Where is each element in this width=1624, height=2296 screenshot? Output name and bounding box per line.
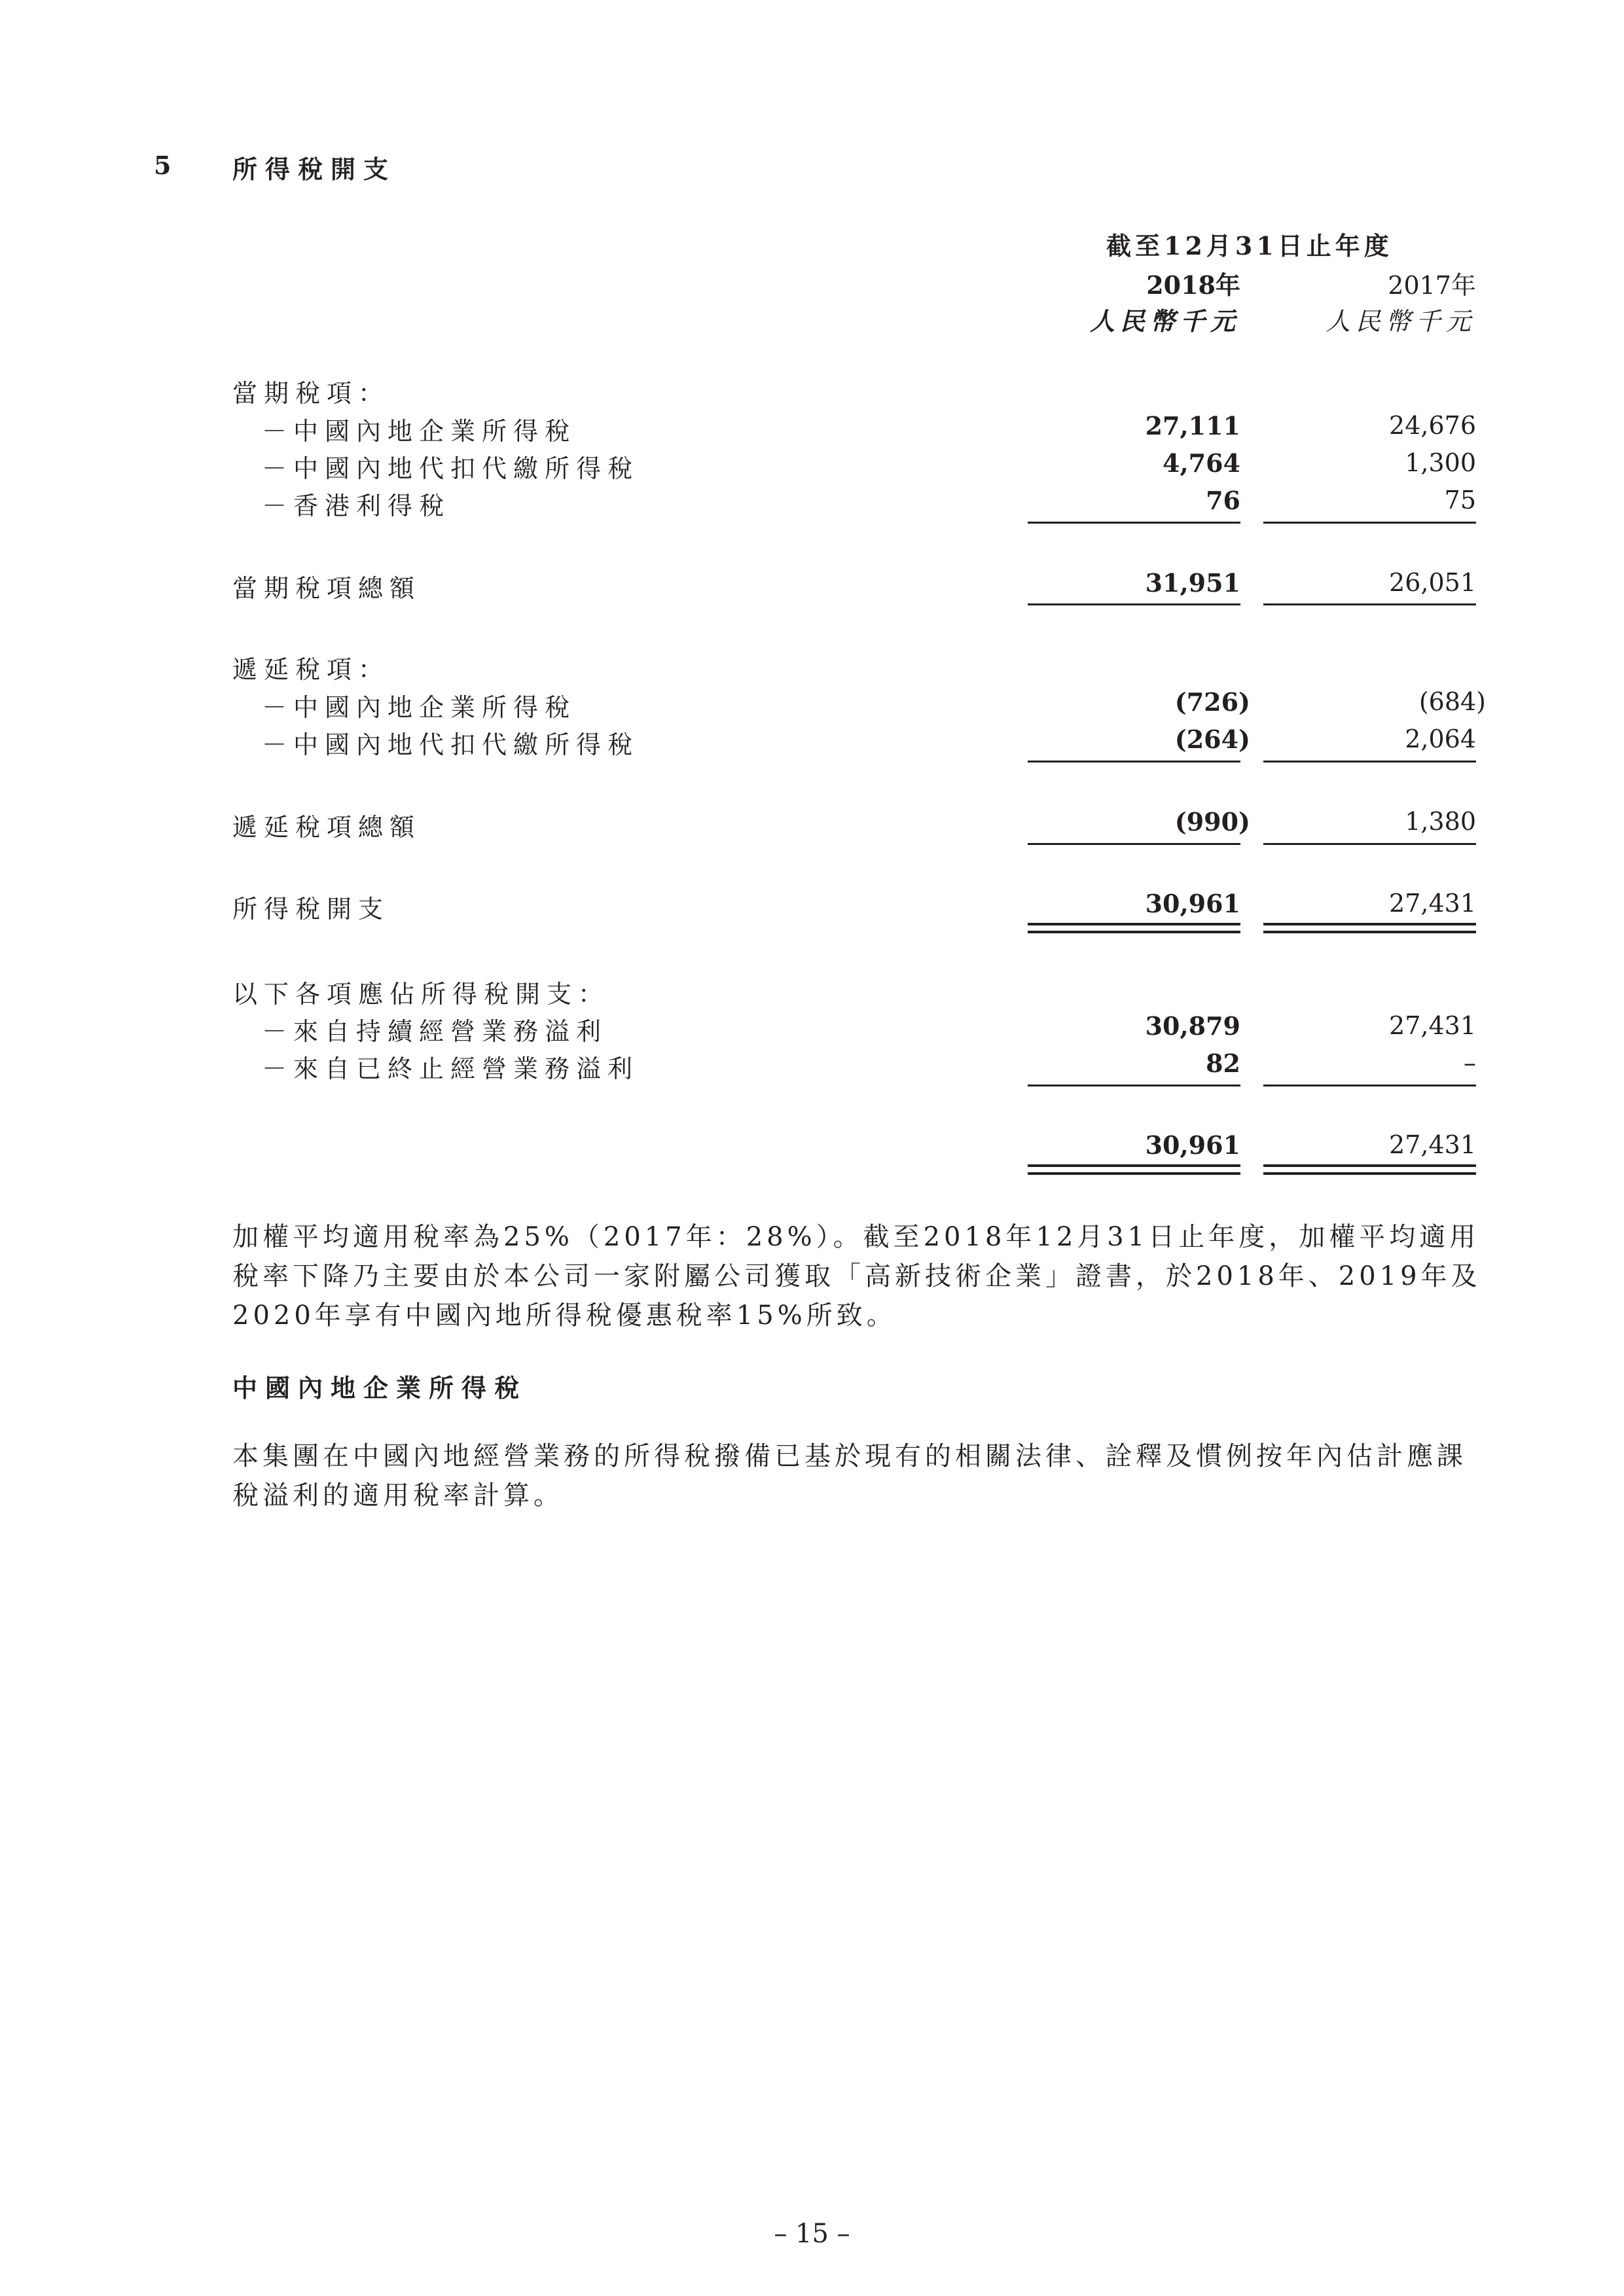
value-2018: 76 bbox=[1206, 486, 1240, 515]
value-2018: 30,879 bbox=[1145, 1011, 1240, 1041]
table-header-year-2017: 2017年 bbox=[1388, 271, 1476, 300]
double-rule bbox=[1028, 923, 1240, 933]
row-label: －中國內地代扣代繳所得稅 bbox=[262, 730, 640, 759]
value-2018: 82 bbox=[1206, 1049, 1240, 1078]
rule bbox=[1263, 603, 1476, 605]
row-label: －來自已終止經營業務溢利 bbox=[262, 1054, 640, 1083]
rule bbox=[1028, 761, 1240, 762]
row-label: －中國內地企業所得稅 bbox=[262, 693, 577, 722]
paragraph-mainland-eit: 本集團在中國內地經營業務的所得稅撥備已基於現有的相關法律、詮釋及慣例按年內估計應課稅溢利的適用稅率計算。 bbox=[232, 1441, 1467, 1511]
table-header-year-2018: 2018年 bbox=[1146, 270, 1240, 300]
row-label: －香港利得稅 bbox=[262, 492, 451, 520]
row-label: 遞延稅項總額 bbox=[232, 813, 422, 842]
value-2018: 30,961 bbox=[1145, 1130, 1240, 1160]
rule bbox=[1028, 603, 1240, 605]
deferred-tax-heading: 遞延稅項： bbox=[232, 655, 390, 684]
row-label: 所得稅開支 bbox=[232, 895, 390, 924]
attributable-heading: 以下各項應佔所得稅開支： bbox=[232, 980, 610, 1009]
value-2018: 4,764 bbox=[1163, 448, 1240, 478]
row-label: －來自持續經營業務溢利 bbox=[262, 1017, 608, 1046]
value-2017: – bbox=[1464, 1049, 1476, 1077]
value-2018: (726) bbox=[1174, 687, 1250, 717]
row-label: 當期稅項總額 bbox=[232, 574, 422, 603]
row-label: －中國內地代扣代繳所得稅 bbox=[262, 454, 640, 483]
rule bbox=[1263, 522, 1476, 524]
value-2017: 26,051 bbox=[1389, 568, 1476, 597]
value-2018: 27,111 bbox=[1145, 411, 1240, 440]
section-number: 5 bbox=[154, 151, 171, 180]
current-tax-heading: 當期稅項： bbox=[232, 379, 390, 408]
table-header-unit-2018: 人民幣千元 bbox=[1089, 306, 1240, 336]
value-2017: 27,431 bbox=[1389, 1011, 1476, 1040]
subheading-mainland-eit: 中國內地企業所得稅 bbox=[232, 1373, 528, 1403]
value-2017: 75 bbox=[1444, 486, 1476, 514]
rule bbox=[1263, 1085, 1476, 1086]
rule bbox=[1028, 843, 1240, 845]
rule bbox=[1263, 761, 1476, 762]
table-header-period: 截至12月31日止年度 bbox=[1106, 231, 1393, 260]
value-2017: (684) bbox=[1418, 687, 1486, 716]
double-rule bbox=[1263, 1164, 1476, 1175]
value-2017: 1,380 bbox=[1405, 807, 1476, 836]
page-number: – 15 – bbox=[774, 2219, 850, 2249]
double-rule bbox=[1263, 923, 1476, 933]
value-2017: 1,300 bbox=[1405, 448, 1476, 477]
value-2017: 24,676 bbox=[1389, 411, 1476, 440]
value-2018: 31,951 bbox=[1145, 568, 1240, 598]
value-2018: 30,961 bbox=[1145, 889, 1240, 918]
rule bbox=[1028, 1085, 1240, 1086]
row-label: －中國內地企業所得稅 bbox=[262, 417, 577, 446]
paragraph-weighted-rate: 加權平均適用稅率為25%（2017年：28%）。截至2018年12月31日止年度，加權平均適用稅率下降乃主要由於本公司一家附屬公司獲取「高新技術企業」證書，於2018年、2019年及2020年享有中國內地所得稅優惠稅率15%所致。 bbox=[232, 1222, 1481, 1331]
value-2017: 27,431 bbox=[1389, 889, 1476, 918]
table-header-unit-2017: 人民幣千元 bbox=[1325, 307, 1476, 336]
value-2017: 2,064 bbox=[1405, 725, 1476, 753]
value-2018: (264) bbox=[1174, 725, 1250, 754]
rule bbox=[1028, 522, 1240, 524]
double-rule bbox=[1028, 1164, 1240, 1175]
value-2017: 27,431 bbox=[1389, 1130, 1476, 1159]
rule bbox=[1263, 843, 1476, 845]
value-2018: (990) bbox=[1174, 807, 1250, 836]
section-title: 所得稅開支 bbox=[232, 154, 397, 184]
